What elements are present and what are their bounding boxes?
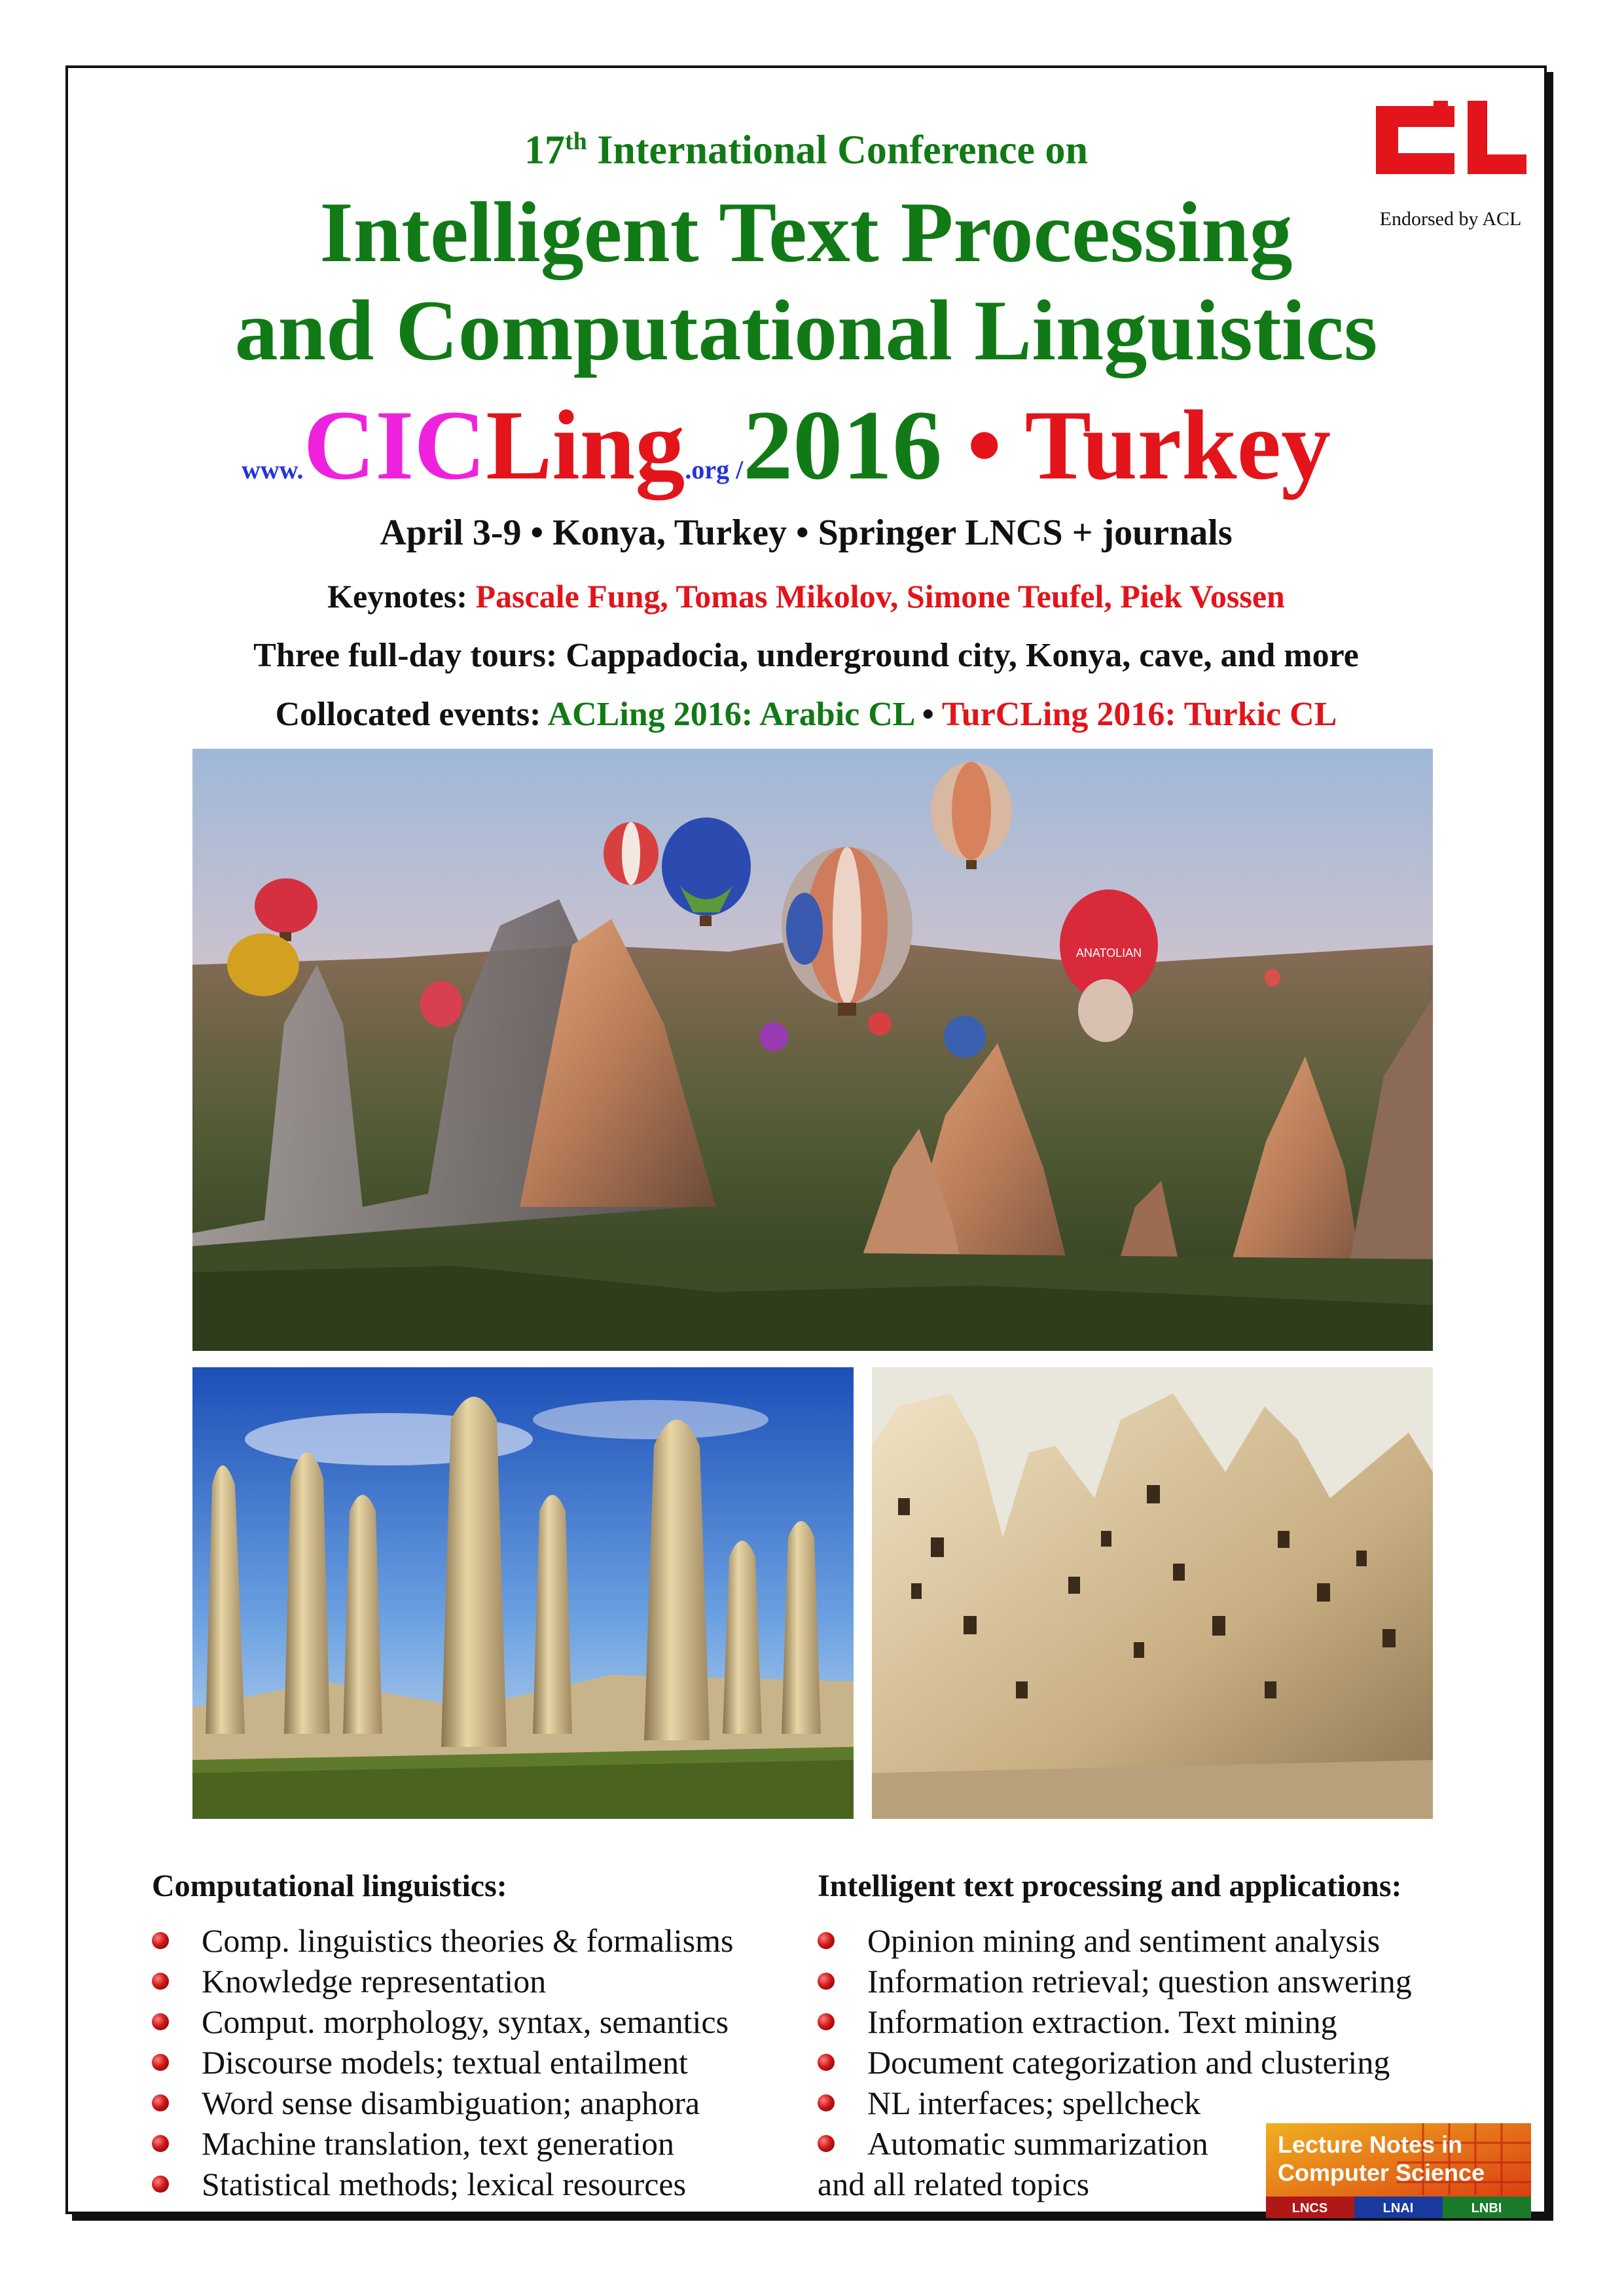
keynotes-label: Keynotes: — [327, 578, 467, 615]
fairy-chimneys-photo — [192, 1367, 854, 1819]
bullet-icon — [152, 2135, 169, 2152]
acl-caption: Endorsed by ACL — [1379, 208, 1522, 230]
lncs-tag: LNCS — [1291, 2201, 1328, 2215]
topic-text: NL interfaces; spellcheck — [867, 2085, 1201, 2121]
topic-text: Document categorization and clustering — [867, 2044, 1390, 2081]
topic-text: Information retrieval; question answering — [867, 1963, 1412, 2000]
topic-text: Comput. morphology, syntax, semantics — [202, 2003, 729, 2040]
topic-text: Automatic summarization — [867, 2125, 1208, 2162]
conference-ordinal-line — [68, 127, 1544, 174]
event-acling: ACLing 2016: Arabic CL — [547, 696, 914, 733]
lncs-logo-icon — [1266, 2123, 1531, 2218]
svg-text:ANATOLIAN: ANATOLIAN — [1075, 946, 1142, 960]
lnai-tag: LNAI — [1382, 2201, 1414, 2215]
balloons-image — [192, 749, 1433, 1351]
bullet-icon — [818, 1932, 835, 1949]
list-item — [152, 1961, 733, 2001]
lnbi-tag: LNBI — [1471, 2201, 1502, 2215]
lncs-line1: Lecture Notes in — [1278, 2131, 1463, 2158]
dates-line: April 3-9 • Konya, Turkey • Springer LNCS + journals — [380, 512, 1233, 553]
bullet-icon — [152, 2054, 169, 2071]
list-item — [152, 1920, 733, 1961]
acl-logo-icon — [1376, 101, 1526, 179]
bullet-icon — [152, 2176, 169, 2193]
list-item — [152, 2042, 733, 2083]
trailer-text: and all related topics — [818, 2166, 1090, 2202]
fairy-chimneys-image — [192, 1367, 854, 1819]
bullet-icon — [818, 2135, 835, 2152]
collocated-label: Collocated events: — [275, 696, 541, 733]
brand-cic: CIC — [303, 390, 486, 500]
ordinal-suffix: th — [565, 128, 587, 155]
url-suffix[interactable]: .org / — [685, 455, 744, 484]
balloons-photo — [192, 749, 1433, 1351]
bullet-icon — [818, 2094, 835, 2111]
separator-dot — [942, 390, 1331, 500]
separator: • — [967, 390, 1002, 500]
ordinal-number: 17 — [524, 128, 565, 173]
topic-text: Machine translation, text generation — [202, 2125, 674, 2162]
acl-logo — [1376, 101, 1526, 179]
event-separator: • — [922, 696, 934, 733]
title-line-2: and Computational Linguistics — [234, 282, 1378, 378]
cave-dwellings-image — [872, 1367, 1433, 1819]
list-item — [818, 2001, 1412, 2042]
topic-text: Knowledge representation — [202, 1963, 547, 2000]
bullet-icon — [152, 1932, 169, 1949]
cave-dwellings-photo — [872, 1367, 1433, 1819]
bullet-icon — [152, 1973, 169, 1990]
brand-line — [242, 390, 1331, 500]
conference-prefix: International Conference on — [597, 128, 1088, 173]
keynotes-names: Pascale Fung, Tomas Mikolov, Simone Teufel, Piek Vossen — [475, 578, 1285, 615]
keynotes-line — [68, 577, 1544, 615]
year: 2016 — [743, 390, 943, 500]
bullet-icon — [152, 2013, 169, 2030]
list-item — [818, 1920, 1412, 1961]
list-item — [818, 2042, 1412, 2083]
list-item — [152, 2164, 733, 2204]
event-turcling: TurCLing 2016: Turkic CL — [941, 696, 1337, 733]
brand-ling: Ling — [486, 390, 685, 500]
topic-text: Information extraction. Text mining — [867, 2003, 1337, 2040]
list-item — [152, 2001, 733, 2042]
topics-left-list — [152, 1920, 733, 2204]
tours-line: Three full-day tours: Cappadocia, underground city, Konya, cave, and more — [253, 637, 1359, 674]
bullet-icon — [152, 2094, 169, 2111]
topics-right-heading: Intelligent text processing and applications: — [818, 1869, 1402, 1903]
topic-text: Comp. linguistics theories & formalisms — [202, 1922, 734, 1959]
topic-text: Statistical methods; lexical resources — [202, 2166, 687, 2202]
lncs-line2: Computer Science — [1278, 2159, 1485, 2186]
topic-text: Opinion mining and sentiment analysis — [867, 1922, 1380, 1959]
country: Turkey — [1024, 390, 1331, 500]
bullet-icon — [818, 2013, 835, 2030]
collocated-line — [68, 695, 1544, 734]
lncs-logo — [1266, 2123, 1531, 2218]
list-item — [152, 2083, 733, 2123]
url-prefix[interactable]: www. — [242, 455, 304, 484]
topics-left-heading: Computational linguistics: — [152, 1869, 507, 1903]
list-item — [818, 2083, 1412, 2123]
topic-text: Discourse models; textual entailment — [202, 2044, 688, 2081]
topic-text: Word sense disambiguation; anaphora — [202, 2085, 700, 2121]
bullet-icon — [818, 1973, 835, 1990]
list-item — [152, 2123, 733, 2164]
title-line-1: Intelligent Text Processing — [319, 184, 1293, 280]
bullet-icon — [818, 2054, 835, 2071]
list-item — [818, 1961, 1412, 2001]
poster-frame — [65, 65, 1547, 2214]
